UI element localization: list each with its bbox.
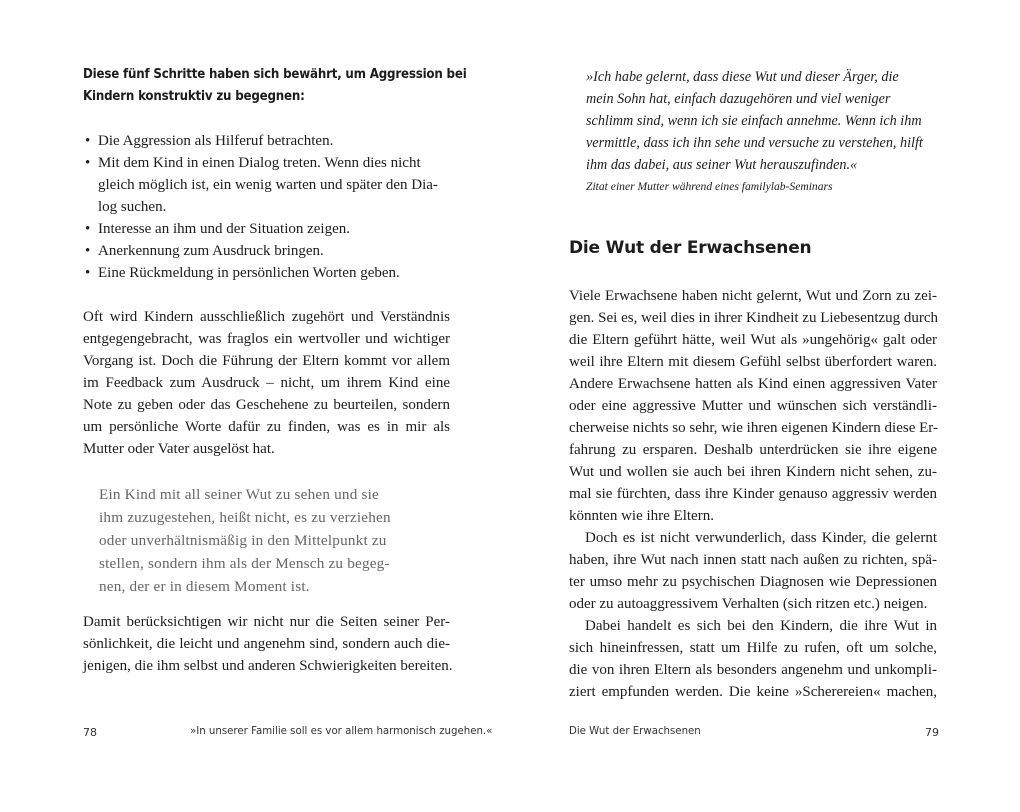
section-body: [569, 285, 937, 703]
list-item: [83, 218, 453, 240]
text-line: im Feedback zum Ausdruck – nicht, um ihrem Kind eine: [83, 375, 450, 391]
text-line: Andere Erwachsene hatten als Kind einen aggressiven Vater: [569, 376, 937, 392]
text-line: Oft wird Kindern ausschließlich zugehört und Verständnis: [83, 309, 450, 325]
text-line: die Eltern geführt hätte, weil Wut als »ungehörig« galt oder: [569, 332, 937, 348]
text-line: die von ihren Eltern als besonders angenehm und unkompli-: [569, 662, 937, 678]
text-line: ter umso mehr zu psychischen Diagnosen wie Depressionen: [569, 574, 937, 590]
quote-source: Zitat einer Mutter während eines familylab-Seminars: [586, 180, 833, 193]
text-line: Vorgang ist. Doch die Führung der Eltern kommt vor allem: [83, 353, 450, 369]
pull-quote-line: oder unverhältnismäßig in den Mittelpunkt zu: [99, 532, 387, 549]
text-line: gen. Sei es, weil dies in ihrer Kindheit zu Liebesentzug durch: [569, 310, 939, 326]
text-line: mal sie fürchten, dass ihre Kinder genauso aggressiv werden: [569, 486, 937, 502]
mother-quote: [586, 66, 942, 176]
text-line: jenigen, die ihm selbst und anderen Schwierigkeiten bereiten.: [83, 658, 453, 674]
pull-quote-line: stellen, sondern ihm als der Mensch zu begeg-: [99, 555, 390, 572]
quote-line: schlimm sind, wenn ich sie einfach annehme. Wenn ich ihm: [586, 113, 922, 129]
lead-text: [83, 64, 467, 108]
list-item-line: • Interesse an ihm und der Situation zeigen.: [98, 221, 351, 237]
list-item-line: • Die Aggression als Hilferuf betrachten.: [98, 133, 334, 149]
pull-quote-line: Ein Kind mit all seiner Wut zu sehen und sie: [99, 486, 379, 503]
list-item-line: • Eine Rückmeldung in persönlichen Worten geben.: [98, 265, 400, 281]
page-number-right: 79: [925, 726, 939, 739]
quote-line: mein Sohn hat, einfach dazugehören und viel weniger: [586, 91, 891, 107]
text-line: Viele Erwachsene haben nicht gelernt, Wut und Zorn zu zei-: [569, 288, 937, 304]
text-line: Mutter oder Vater ausgelöst hat.: [83, 441, 275, 457]
text-line: Damit berücksichtigen wir nicht nur die Seiten seiner Per-: [83, 614, 450, 630]
list-item: [83, 130, 453, 152]
text-line: Wut und wollen sie auch bei ihren Kindern nicht sehen, zu-: [569, 464, 937, 480]
text-line: cherweise nichts so sehr, wie ihren eigenen Kindern diese Er-: [569, 420, 938, 436]
text-line: fahrung zu ersparen. Deshalb unterdrücken sie ihre eigene: [569, 442, 937, 458]
list-item: [83, 240, 453, 262]
running-head-right: Die Wut der Erwachsenen: [569, 726, 701, 737]
running-head-left: »In unserer Familie soll es vor allem harmonisch zugehen.«: [190, 726, 493, 737]
list-item: [83, 152, 453, 218]
quote-line: ihm das dabei, aus seiner Wut herauszufinden.«: [586, 157, 858, 173]
quote-line: »Ich habe gelernt, dass diese Wut und dieser Ärger, die: [586, 69, 899, 85]
list-item: [83, 262, 453, 284]
page-number-left: 78: [83, 726, 97, 739]
list-item-line: • Mit dem Kind in einen Dialog treten. Wenn dies nicht: [98, 155, 421, 171]
quote-line: vermittle, dass ich ihn sehe und versuche zu verstehen, hilft: [586, 135, 923, 151]
text-line: weil ihre Eltern mit diesem Gefühl selbst überfordert waren.: [569, 354, 937, 370]
text-line: Doch es ist nicht verwunderlich, dass Kinder, die gelernt: [585, 530, 937, 546]
list-item-line: gleich möglich ist, ein wenig warten und später den Dia-: [98, 177, 438, 193]
steps-list: [83, 130, 453, 284]
pull-quote-line: nen, der er in diesem Moment ist.: [99, 578, 310, 595]
text-line: oder eine aggressive Mutter und wünschen sich verständli-: [569, 398, 937, 414]
text-line: entgegengebracht, was fraglos ein wertvoller und wichtiger: [83, 331, 450, 347]
list-item-line: • Anerkennung zum Ausdruck bringen.: [98, 243, 324, 259]
text-line: um persönliche Worte dafür zu finden, was es in mir als: [83, 419, 450, 435]
lead-line: Diese fünf Schritte haben sich bewährt, um Aggression bei: [83, 67, 467, 82]
lead-line: Kindern konstruktiv zu begegnen:: [83, 89, 305, 104]
text-line: könnten wie ihre Eltern.: [569, 508, 714, 524]
text-line: sich hineinfressen, statt um Hilfe zu rufen, oft um solche,: [569, 640, 937, 656]
pull-quote-line: ihm zuzugestehen, heißt nicht, es zu verziehen: [99, 509, 391, 526]
text-line: Dabei handelt es sich bei den Kindern, die ihre Wut in: [585, 618, 937, 634]
section-heading: Die Wut der Erwachsenen: [569, 238, 812, 258]
text-line: haben, ihre Wut nach innen statt nach außen zu richten, spä-: [569, 552, 937, 568]
pull-quote: [99, 483, 429, 598]
text-line: sönlichkeit, die leicht und angenehm sind, sondern auch die-: [83, 636, 450, 652]
list-item-line: log suchen.: [98, 199, 167, 215]
text-line: oder zu autoaggressivem Verhalten (sich ritzen etc.) neigen.: [569, 596, 928, 612]
paragraph-personality: [83, 611, 453, 677]
text-line: Note zu geben oder das Geschehene zu beurteilen, sondern: [83, 397, 450, 413]
paragraph-feedback: [83, 306, 450, 460]
text-line: ziert empfunden werden. Die keine »Scherereien« machen,: [569, 684, 937, 700]
